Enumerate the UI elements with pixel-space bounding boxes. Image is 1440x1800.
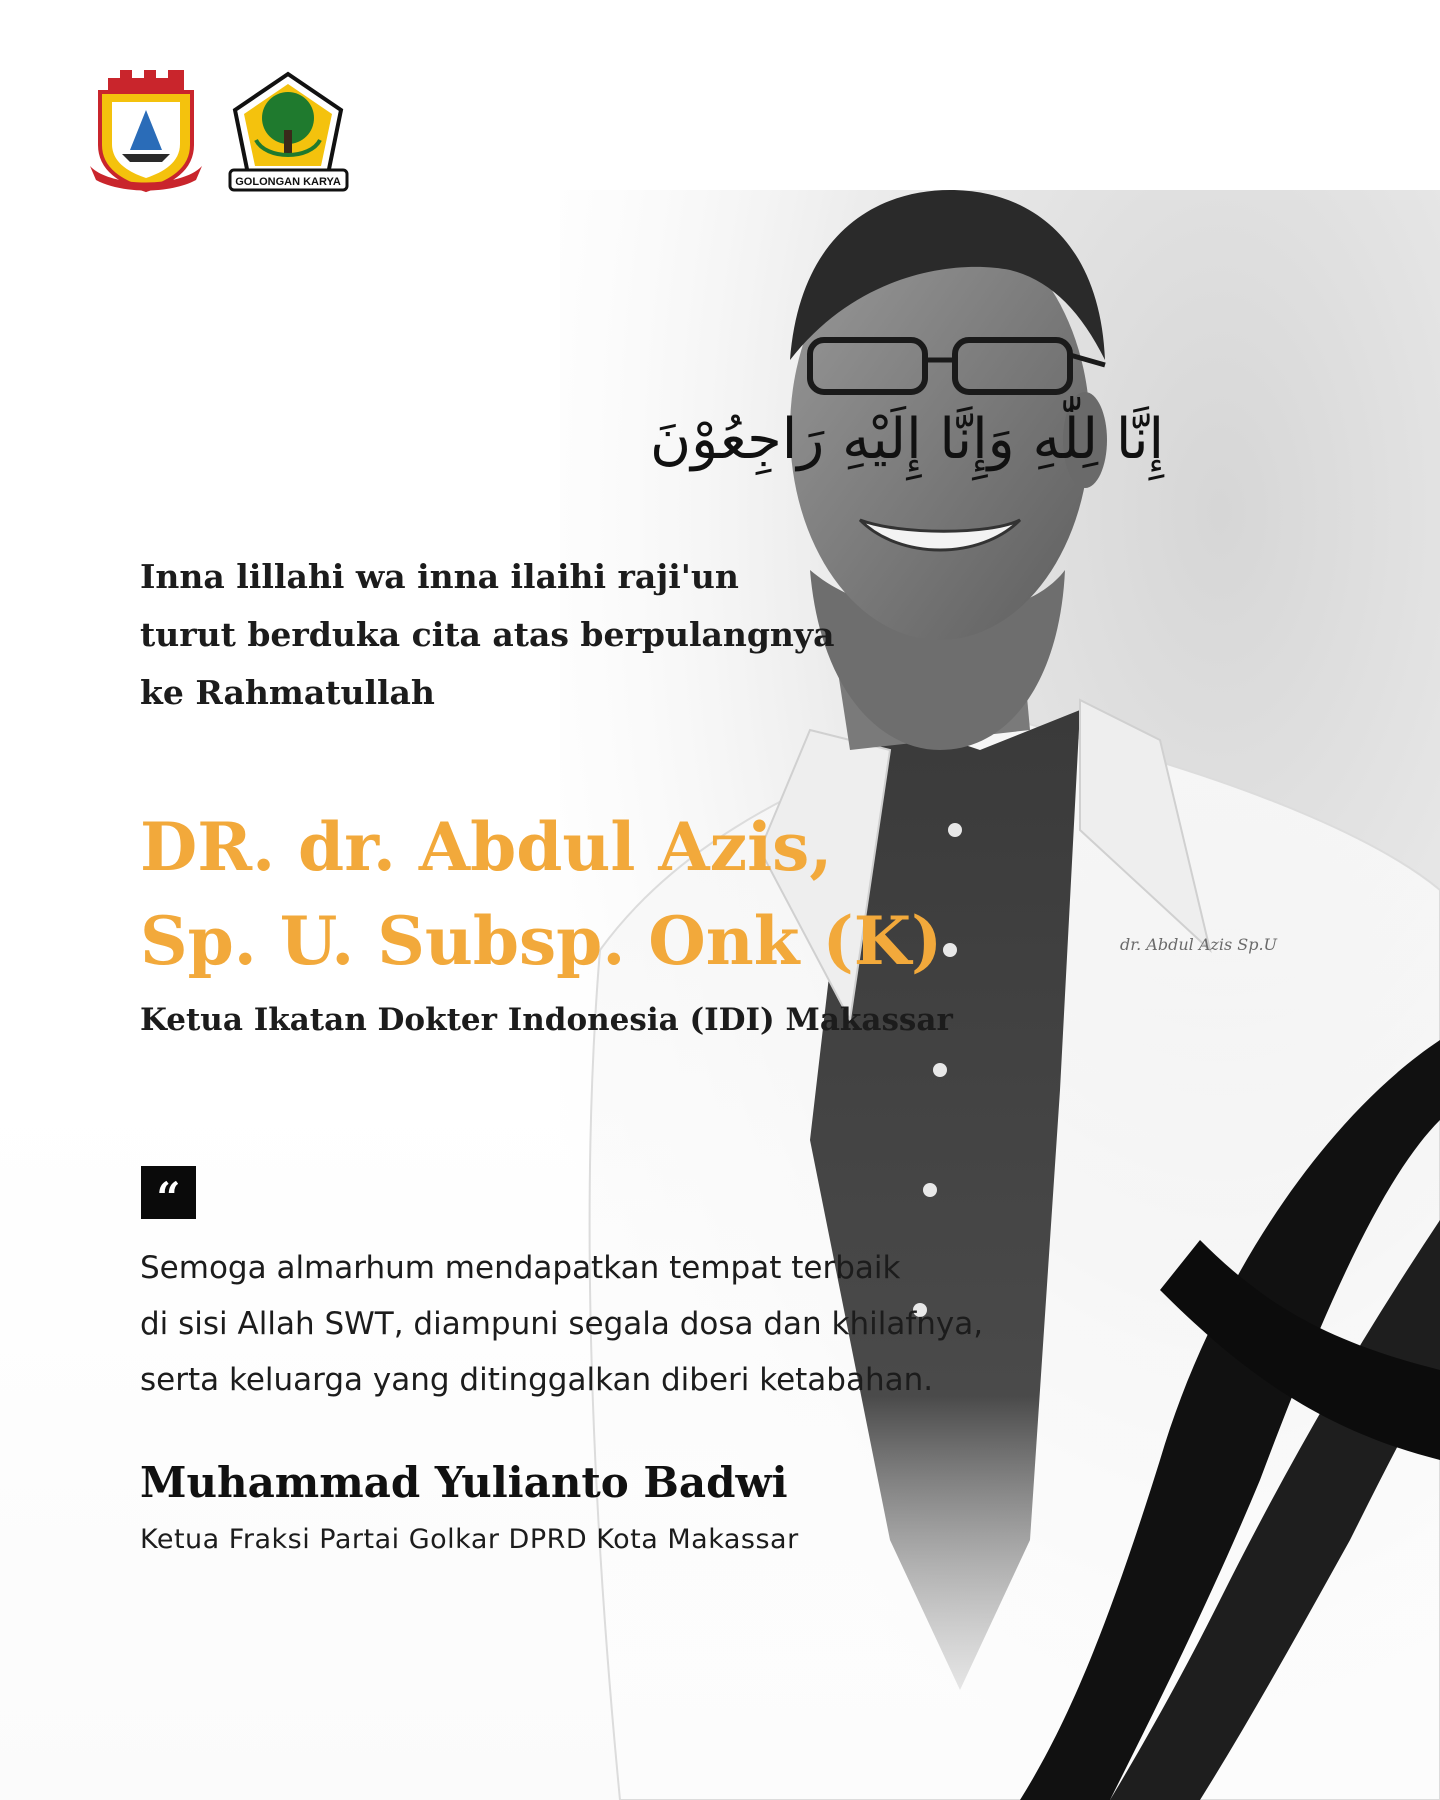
makassar-city-logo — [90, 70, 202, 195]
arabic-phrase: إِنَّا لِلّٰهِ وَإِنَّا إِلَيْهِ رَاجِعُوْنَ — [650, 407, 1165, 472]
deceased-name — [140, 800, 960, 988]
deceased-name-line-1: DR. dr. Abdul Azis, — [140, 808, 833, 886]
coat-name-label: dr. Abdul Azis Sp.U — [1120, 935, 1278, 954]
signer-name: Muhammad Yulianto Badwi — [140, 1458, 788, 1507]
message-line-3: serta keluarga yang ditinggalkan diberi ketabahan. — [140, 1362, 934, 1398]
deceased-name-line-2: Sp. U. Subsp. Onk (K) — [140, 902, 943, 980]
intro-line-2: turut berduka cita atas berpulangnya — [140, 615, 835, 654]
signer-title: Ketua Fraksi Partai Golkar DPRD Kota Makassar — [140, 1524, 799, 1555]
mourning-ribbon-icon — [960, 1040, 1440, 1800]
intro-text — [140, 548, 860, 722]
quote-icon: “ — [141, 1166, 196, 1219]
intro-line-1: Inna lillahi wa inna ilaihi raji'un — [140, 557, 739, 596]
message-line-1: Semoga almarhum mendapatkan tempat terbaik — [140, 1250, 901, 1286]
deceased-position: Ketua Ikatan Dokter Indonesia (IDI) Makassar — [140, 1002, 953, 1038]
logo-group — [90, 70, 351, 195]
golkar-logo-text: GOLONGAN KARYA — [235, 176, 341, 188]
arabic-calligraphy — [150, 348, 1165, 508]
intro-line-3: ke Rahmatullah — [140, 673, 435, 712]
message-line-2: di sisi Allah SWT, diampuni segala dosa dan khilafnya, — [140, 1306, 984, 1342]
golkar-party-logo — [226, 70, 351, 195]
condolence-message — [140, 1240, 1100, 1408]
